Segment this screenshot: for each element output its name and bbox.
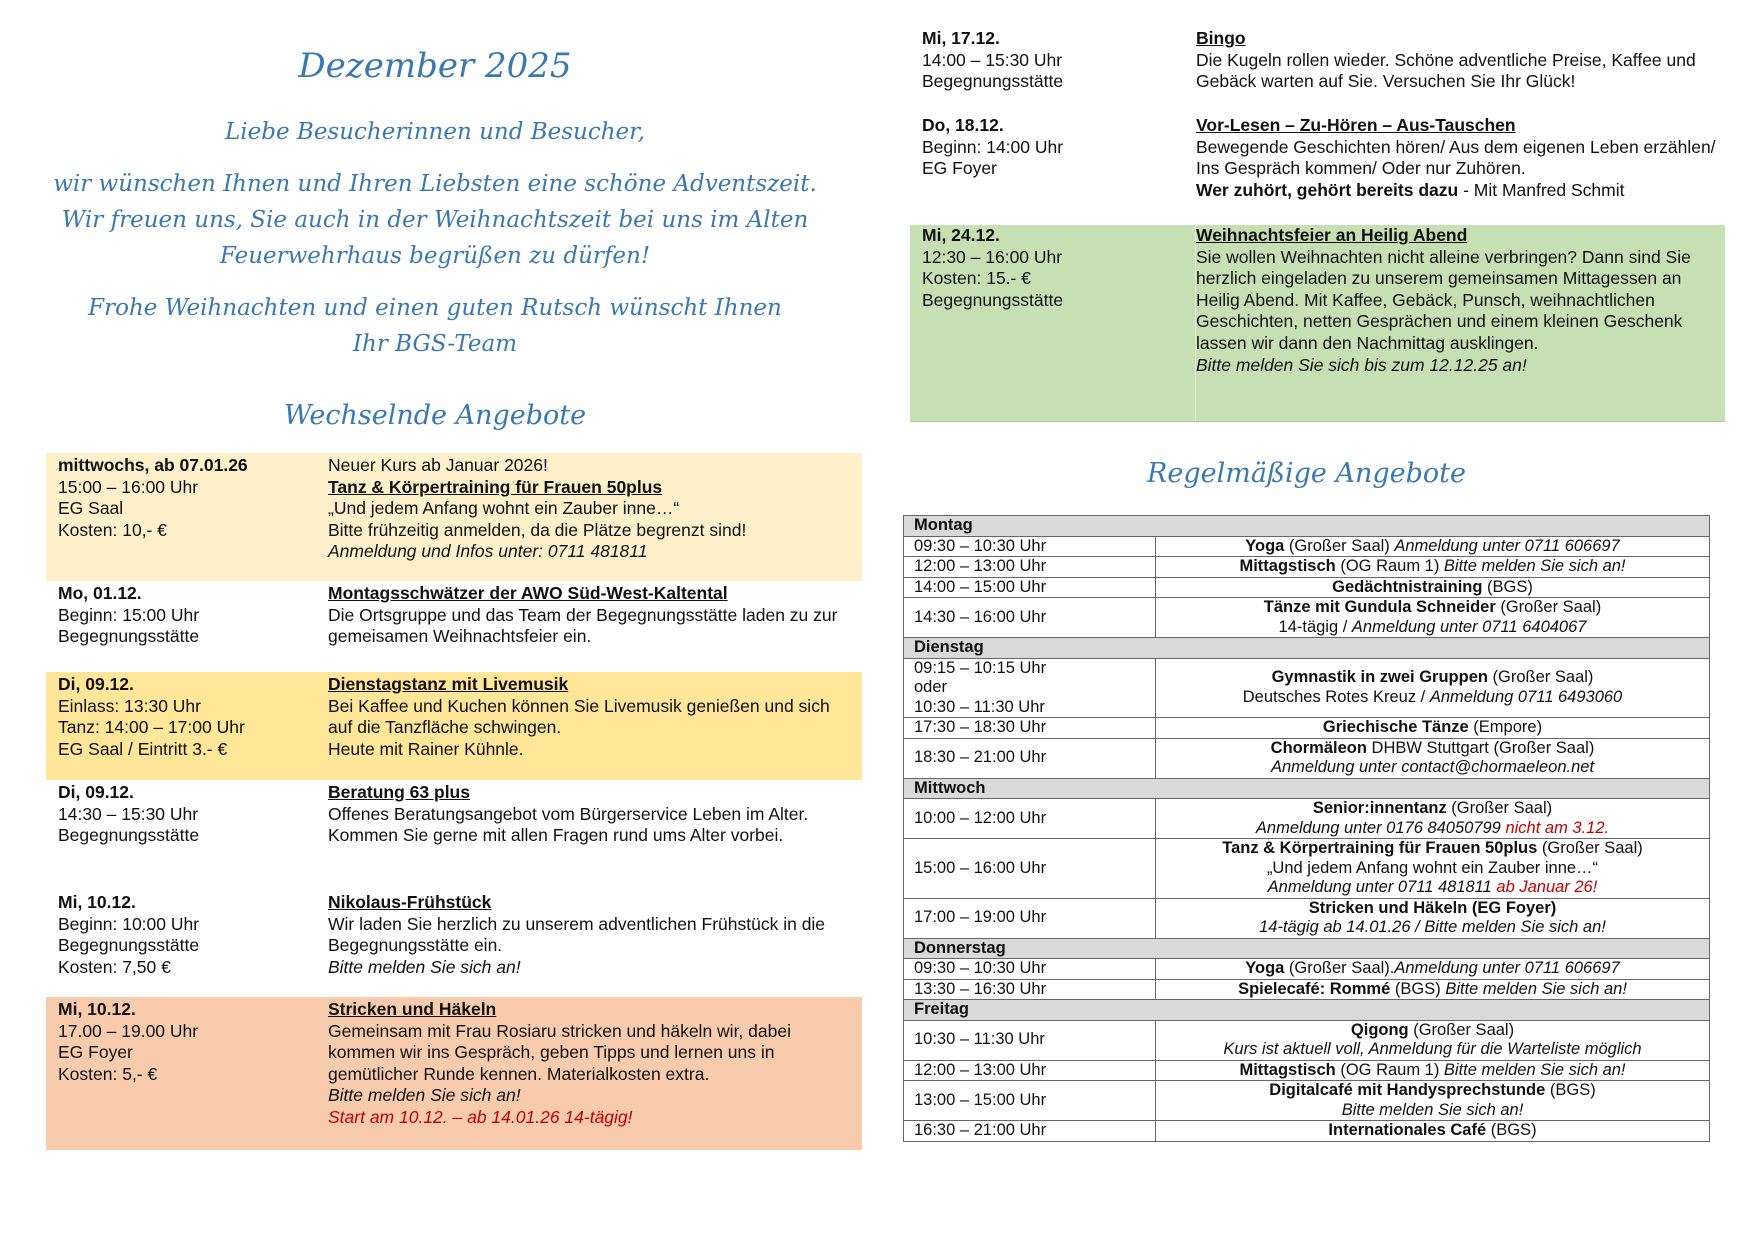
activity-name: Qigong bbox=[1350, 1020, 1409, 1039]
offer-row bbox=[46, 997, 862, 1150]
offer-text: Heute mit Rainer Kühnle. bbox=[328, 738, 524, 759]
event-time: 12:30 – 16:00 Uhr bbox=[922, 246, 1063, 267]
offer-text: Bitte frühzeitig anmelden, da die Plätze begrenzt sind! bbox=[328, 519, 747, 540]
greeting-line: Liebe Besucherinnen und Besucher, bbox=[225, 119, 645, 145]
activity-name: Tanz & Körpertraining für Frauen 50plus bbox=[1222, 839, 1538, 857]
activity-place: (BGS) bbox=[1482, 577, 1533, 596]
offer-place: Begegnungsstätte bbox=[58, 935, 200, 956]
event-when: Mi, 17.12. bbox=[922, 28, 1000, 48]
offer-time: 17.00 – 19.00 Uhr bbox=[58, 1020, 199, 1041]
offer-row bbox=[46, 672, 862, 780]
activity-name: Mittagstisch bbox=[1239, 1060, 1336, 1079]
event-text-tail: - Mit Manfred Schmit bbox=[1458, 179, 1625, 200]
row-activity bbox=[1156, 1121, 1710, 1142]
activity-note-red: nicht am 3.12. bbox=[1505, 818, 1610, 837]
activity-name: Yoga bbox=[1245, 536, 1285, 555]
event-place: EG Foyer bbox=[922, 158, 997, 179]
row-time: 15:00 – 16:00 Uhr bbox=[904, 839, 1156, 899]
offer-when: mittwochs, ab 07.01.26 bbox=[58, 455, 248, 475]
row-activity bbox=[1156, 557, 1710, 578]
offer-text: „Und jedem Anfang wohnt ein Zauber inne…“ bbox=[328, 498, 680, 519]
table-row bbox=[904, 718, 1710, 739]
offer-text: Bei Kaffee und Kuchen können Sie Livemusik genießen und sich auf die Tanzfläche schwingen. bbox=[328, 695, 830, 738]
offer-row bbox=[46, 780, 862, 890]
activity-place: (BGS) bbox=[1486, 1121, 1537, 1139]
regular-offers-table bbox=[903, 515, 1710, 1142]
offer-row bbox=[46, 581, 862, 672]
row-time: 13:30 – 16:30 Uhr bbox=[904, 979, 1156, 1000]
event-name: Weihnachtsfeier an Heilig Abend bbox=[1196, 225, 1468, 245]
activity-place: (OG Raum 1) bbox=[1335, 557, 1444, 575]
table-row bbox=[904, 1081, 1710, 1121]
row-time: 09:30 – 10:30 Uhr bbox=[904, 959, 1156, 980]
offer-name: Montagsschwätzer der AWO Süd-West-Kaltental bbox=[328, 583, 728, 603]
offer-note: Bitte melden Sie sich an! bbox=[328, 1085, 521, 1106]
activity-note: Anmeldung unter 0711 6404067 bbox=[1351, 617, 1587, 636]
row-activity bbox=[1156, 577, 1710, 598]
activity-line2: Deutsches Rotes Kreuz / bbox=[1242, 687, 1430, 706]
offer-text: Offenes Beratungsangebot vom Bürgerservice Leben im Alter. Kommen Sie gerne mit allen Fragen rund ums Alter vorbei. bbox=[328, 803, 809, 846]
offer-name: Tanz & Körpertraining für Frauen 50plus bbox=[328, 476, 663, 497]
activity-note: Anmeldung unter 0711 606697 bbox=[1394, 536, 1620, 555]
table-row bbox=[904, 1060, 1710, 1081]
event-text bbox=[1196, 180, 1719, 202]
activity-name: Digitalcafé mit Handysprechstunde bbox=[1269, 1081, 1546, 1099]
time-or: oder bbox=[914, 678, 948, 696]
row-activity bbox=[1156, 959, 1710, 980]
event-row bbox=[910, 28, 1725, 115]
offer-cost: Kosten: 7,50 € bbox=[58, 956, 171, 977]
activity-name: Griechische Tänze bbox=[1322, 718, 1469, 736]
row-activity bbox=[1156, 738, 1710, 778]
offer-time: 15:00 – 16:00 Uhr bbox=[58, 476, 199, 497]
event-place: Begegnungsstätte bbox=[922, 71, 1064, 92]
table-row bbox=[904, 1121, 1710, 1142]
event-when: Do, 18.12. bbox=[922, 115, 1004, 135]
day-label: Dienstag bbox=[904, 638, 1710, 659]
offer-name: Nikolaus-Frühstück bbox=[328, 892, 492, 912]
row-time: 17:00 – 19:00 Uhr bbox=[904, 898, 1156, 938]
time-line: 10:30 – 11:30 Uhr bbox=[914, 697, 1045, 716]
event-row-highlight bbox=[910, 225, 1725, 422]
activity-place: DHBW Stuttgart (Großer Saal) bbox=[1366, 738, 1595, 757]
offer-row bbox=[46, 453, 862, 581]
activity-note: 14-tägig ab 14.01.26 / Bitte melden Sie sich an! bbox=[1259, 918, 1606, 936]
offer-when: Di, 09.12. bbox=[58, 782, 134, 802]
greeting-line: Frohe Weihnachten und einen guten Rutsch wünscht Ihnen bbox=[88, 295, 782, 321]
offer-note: Anmeldung und Infos unter: 0711 481811 bbox=[328, 541, 648, 562]
activity-place: (Großer Saal) bbox=[1537, 839, 1643, 857]
row-time: 10:00 – 12:00 Uhr bbox=[904, 799, 1156, 839]
activity-place: (Großer Saal) bbox=[1284, 536, 1395, 555]
activity-name: Mittagstisch bbox=[1239, 557, 1336, 575]
event-when: Mi, 24.12. bbox=[922, 225, 1000, 245]
day-label: Mittwoch bbox=[904, 778, 1710, 799]
activity-note: Anmeldung unter 0711 481811 bbox=[1267, 878, 1497, 896]
offer-pre: Neuer Kurs ab Januar 2026! bbox=[328, 455, 548, 475]
event-text: Die Kugeln rollen wieder. Schöne adventliche Preise, Kaffee und Gebäck warten auf Sie. Versuchen Sie Ihr Glück! bbox=[1196, 49, 1696, 92]
activity-line2: 14-tägig / bbox=[1278, 617, 1352, 636]
row-time: 13:00 – 15:00 Uhr bbox=[904, 1081, 1156, 1121]
day-row-monday bbox=[904, 516, 1710, 537]
offer-place: EG Saal bbox=[58, 498, 124, 519]
table-row bbox=[904, 979, 1710, 1000]
greeting-line: wir wünschen Ihnen und Ihren Liebsten eine schöne Adventszeit. bbox=[53, 171, 817, 197]
activity-note: Bitte melden Sie sich an! bbox=[1445, 979, 1627, 998]
row-time: 14:30 – 16:00 Uhr bbox=[904, 598, 1156, 638]
activity-name: Tänze mit Gundula Schneider bbox=[1263, 598, 1496, 616]
activity-name: Gedächtnistraining bbox=[1332, 577, 1483, 596]
offer-cost: Kosten: 10,- € bbox=[58, 519, 167, 540]
offer-time: Beginn: 15:00 Uhr bbox=[58, 604, 200, 625]
activity-name: Spielecafé: Rommé bbox=[1238, 979, 1391, 998]
row-activity bbox=[1156, 598, 1710, 638]
activity-name: Internationales Café bbox=[1328, 1121, 1487, 1139]
row-activity bbox=[1156, 1081, 1710, 1121]
offer-when: Mo, 01.12. bbox=[58, 583, 142, 603]
offer-when: Di, 09.12. bbox=[58, 674, 134, 694]
offer-text: Gemeinsam mit Frau Rosiaru stricken und häkeln wir, dabei kommen wir ins Gespräch, geben Tipps und lernen uns in gemütlicher Runde kennen. Materialkosten extra. bbox=[328, 1020, 791, 1084]
greeting-line: Wir freuen uns, Sie auch in der Weihnachtszeit bei uns im Alten bbox=[61, 207, 809, 233]
offer-place: Begegnungsstätte bbox=[58, 825, 200, 846]
offer-place: Begegnungsstätte bbox=[58, 626, 200, 647]
offer-name: Dienstagstanz mit Livemusik bbox=[328, 674, 569, 694]
offer-note-red: Start am 10.12. – ab 14.01.26 14-tägig! bbox=[328, 1106, 633, 1127]
activity-note: Bitte melden Sie sich an! bbox=[1341, 1100, 1524, 1119]
activity-name: Yoga bbox=[1245, 959, 1285, 977]
activity-place: (Großer Saal) bbox=[1487, 668, 1594, 687]
day-label: Montag bbox=[904, 516, 1710, 537]
day-row-friday bbox=[904, 1000, 1710, 1021]
activity-name: Senior:innentanz bbox=[1312, 799, 1447, 817]
activity-place: (Großer Saal) bbox=[1446, 799, 1553, 817]
table-row bbox=[904, 738, 1710, 778]
activity-name: Chormäleon bbox=[1270, 738, 1367, 757]
activity-place: (BGS) bbox=[1545, 1081, 1596, 1099]
section-title-regular: Regelmäßige Angebote bbox=[1147, 458, 1466, 489]
offer-text: Die Ortsgruppe und das Team der Begegnungsstätte laden zu zur gemeisamen Weihnachtsfeier ein. bbox=[328, 604, 838, 647]
table-row bbox=[904, 557, 1710, 578]
offer-place: EG Foyer bbox=[58, 1042, 133, 1063]
offer-time: Beginn: 10:00 Uhr bbox=[58, 913, 200, 934]
row-activity bbox=[1156, 839, 1710, 899]
event-note: Bitte melden Sie sich bis zum 12.12.25 an! bbox=[1196, 354, 1527, 375]
day-label: Freitag bbox=[904, 1000, 1710, 1021]
row-time: 14:00 – 15:00 Uhr bbox=[904, 577, 1156, 598]
row-activity bbox=[1156, 718, 1710, 739]
section-title-changing: Wechselnde Angebote bbox=[283, 400, 587, 431]
activity-line2: „Und jedem Anfang wohnt ein Zauber inne…“ bbox=[1266, 858, 1599, 877]
row-time: 12:00 – 13:00 Uhr bbox=[904, 1060, 1156, 1081]
page-title: Dezember 2025 bbox=[298, 46, 572, 86]
row-activity bbox=[1156, 1060, 1710, 1081]
event-text: Sie wollen Weihnachten nicht alleine verbringen? Dann sind Sie herzlich eingeladen zu unserem gemeinsamen Mittagessen an Heilig Abend. Mit Kaffee, Gebäck, Punsch, weihnachtlichen Geschichten, netten Gesprächen und einem kleinen Geschenk lassen wir dann den Nachmittag ausklingen. bbox=[1196, 246, 1691, 353]
activity-place: (Großer Saal) bbox=[1495, 598, 1602, 616]
activity-note: Bitte melden Sie sich an! bbox=[1443, 557, 1626, 575]
row-time: 12:00 – 13:00 Uhr bbox=[904, 557, 1156, 578]
table-row bbox=[904, 1020, 1710, 1060]
activity-name: Stricken und Häkeln (EG Foyer) bbox=[1308, 898, 1557, 917]
activity-note: Anmeldung unter 0176 84050799 bbox=[1255, 818, 1506, 837]
row-time: 10:30 – 11:30 Uhr bbox=[904, 1020, 1156, 1060]
activity-note: Anmeldung unter 0711 606697 bbox=[1394, 959, 1620, 977]
activity-note: Kurs ist aktuell voll, Anmeldung für die Warteliste möglich bbox=[1223, 1040, 1642, 1058]
row-time: 16:30 – 21:00 Uhr bbox=[904, 1121, 1156, 1142]
changing-offers bbox=[46, 453, 862, 1150]
row-activity bbox=[1156, 1020, 1710, 1060]
table-row bbox=[904, 577, 1710, 598]
activity-note: Bitte melden Sie sich an! bbox=[1443, 1060, 1626, 1079]
offer-row bbox=[46, 890, 862, 997]
event-time: 14:00 – 15:30 Uhr bbox=[922, 49, 1063, 70]
activity-place: (Großer Saal). bbox=[1284, 959, 1395, 977]
row-time: 09:30 – 10:30 Uhr bbox=[904, 536, 1156, 557]
offer-time: Tanz: 14:00 – 17:00 Uhr bbox=[58, 717, 245, 738]
table-row bbox=[904, 839, 1710, 899]
offer-cost: Kosten: 5,- € bbox=[58, 1063, 158, 1084]
table-row bbox=[904, 799, 1710, 839]
row-time: 18:30 – 21:00 Uhr bbox=[904, 738, 1156, 778]
activity-note: Anmeldung 0711 6493060 bbox=[1429, 687, 1623, 706]
activity-place: (OG Raum 1) bbox=[1335, 1060, 1444, 1079]
activity-place: (Großer Saal) bbox=[1408, 1020, 1515, 1039]
event-place: Begegnungsstätte bbox=[922, 289, 1064, 310]
event-name: Vor-Lesen – Zu-Hören – Aus-Tauschen bbox=[1196, 115, 1516, 135]
event-bold-text: Wer zuhört, gehört bereits dazu bbox=[1196, 179, 1459, 200]
greeting-line: Feuerwehrhaus begrüßen zu dürfen! bbox=[219, 243, 651, 269]
day-row-thursday bbox=[904, 938, 1710, 959]
table-row bbox=[904, 536, 1710, 557]
offer-text: Wir laden Sie herzlich zu unserem adventlichen Frühstück in die Begegnungsstätte ein. bbox=[328, 913, 826, 956]
activity-note: Anmeldung unter contact@chormaeleon.net bbox=[1270, 758, 1595, 776]
event-time: Beginn: 14:00 Uhr bbox=[922, 136, 1064, 157]
row-activity bbox=[1156, 979, 1710, 1000]
time-line: 09:15 – 10:15 Uhr bbox=[914, 658, 1047, 677]
greeting-line: Ihr BGS-Team bbox=[352, 331, 518, 357]
offer-name: Stricken und Häkeln bbox=[328, 999, 497, 1019]
row-activity bbox=[1156, 658, 1710, 718]
offer-note: Bitte melden Sie sich an! bbox=[328, 956, 521, 977]
row-time bbox=[904, 658, 1156, 718]
activity-place: (BGS) bbox=[1390, 979, 1446, 998]
table-row bbox=[904, 898, 1710, 938]
offer-time: 14:30 – 15:30 Uhr bbox=[58, 803, 199, 824]
day-row-tuesday bbox=[904, 638, 1710, 659]
table-row bbox=[904, 658, 1710, 718]
table-row bbox=[904, 598, 1710, 638]
offer-place: EG Saal / Eintritt 3.- € bbox=[58, 738, 228, 759]
table-row bbox=[904, 959, 1710, 980]
offer-name: Beratung 63 plus bbox=[328, 782, 470, 802]
offer-time: Einlass: 13:30 Uhr bbox=[58, 695, 201, 716]
row-activity bbox=[1156, 898, 1710, 938]
row-activity bbox=[1156, 799, 1710, 839]
event-row bbox=[910, 115, 1725, 225]
offer-when: Mi, 10.12. bbox=[58, 892, 136, 912]
day-label: Donnerstag bbox=[904, 938, 1710, 959]
activity-place: (Empore) bbox=[1468, 718, 1543, 736]
row-time: 17:30 – 18:30 Uhr bbox=[904, 718, 1156, 739]
event-cost: Kosten: 15.- € bbox=[922, 268, 1031, 289]
offer-when: Mi, 10.12. bbox=[58, 999, 136, 1019]
activity-name: Gymnastik in zwei Gruppen bbox=[1271, 668, 1488, 687]
row-activity bbox=[1156, 536, 1710, 557]
event-text: Bewegende Geschichten hören/ Aus dem eigenen Leben erzählen/ Ins Gespräch kommen/ Oder nur Zuhören. bbox=[1196, 136, 1716, 179]
special-events bbox=[910, 28, 1725, 422]
event-name: Bingo bbox=[1196, 28, 1246, 48]
activity-note-red: ab Januar 26! bbox=[1496, 878, 1598, 896]
day-row-wednesday bbox=[904, 778, 1710, 799]
